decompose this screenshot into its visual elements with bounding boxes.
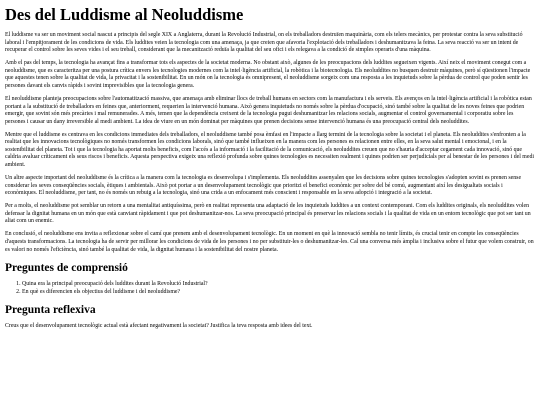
paragraph-1: El luddisme va ser un moviment social nascut a principis del segle XIX a Anglaterra, durant la Revolució Industrial, on els treballadors destruïen maquinària, com els telers mecànics, per protestar contra la seva substitució laboral i l'empitjorament de les condicions de vida. Els luddites veien la tecnologia com una amenaça, ja que creien que afavoria l'explotació dels treballadors i deshumanitzava la feina. La seva reacció va ser un intent de recuperar el control sobre les seves vides i el seu treball, considerant que la mecanització reduïa la qualitat del seu ofici i els relegava a la condició de simples operaris d'una màquina. — [5, 32, 523, 54]
paragraph-3: El neoluddisme planteja preocupacions sobre l'automatització massiva, que amenaça amb eliminar llocs de treball humans en sectors com la manufactura i els serveis. Els avenços en la intel·ligència artificial i la robòtica estan portant a la substitució de treballadors en feines que, anteriorment, requerien la intervenció humana. Això genera inquietuds no només sobre la pèrdua d'ocupació, sinó també sobre la qualitat de les noves feines que podrien emergir, que sovint són més precàries i mal remunerades. A més, temen que la dependència creixent de la tecnologia pugui deshumanitzar les relacions socials, augmentar el control governamental i corporatiu sobre les persones i causar un dany irreversible al medi ambient. La idea de viure en un món dominat per màquines que prenen decisions sense intervenció humana és una preocupació central dels neoluddites. — [5, 95, 532, 125]
reflection-heading: Pregunta reflexiva — [5, 304, 96, 317]
questions-list — [5, 281, 535, 296]
paragraph-5: Un altre aspecte important del neoluddisme és la crítica a la manera com la tecnologia es desenvolupa i s'implementa. Els neoluddites assenyalen que les decisions sobre quines tecnologies s'adopten sovint es prenen sense considerar les seves conseqüències socials, ètiques i ambientals. Això pot portar a un desenvolupament tecnològic que prioritzi el benefici econòmic per sobre del bé comú, augmentant així les desigualtats socials i econòmiques. El neoluddisme, per tant, no és només un rebuig a la tecnologia, sinó una crida a un enfocament més conscient i responsable en la seva adopció i integració a la societat. — [5, 175, 522, 197]
question-item-1: 1. Quina era la principal preocupació dels luddites durant la Revolució Industrial? — [22, 281, 535, 289]
page-title: Des del Luddisme al Neoluddisme — [5, 5, 244, 24]
document-page — [0, 6, 540, 331]
paragraph-4: Mentre que el luddisme es centrava en les condicions immediates dels treballadors, el neoluddisme també posa èmfasi en l'impacte a llarg termini de la tecnologia sobre la societat i el planeta. Els neoluddites s'enfronten a la realitat que les innovacions tecnològiques no només transformen les condicions laborals, sinó que també influeixen en la manera com les persones es relacionen entre elles, en la seva salut mental i emocional, i en la sostenibilitat del planeta. Tot i que la tecnologia ha aportat molts beneficis, com l'accés a la informació i la facilitació de la comunicació, els neoluddites creuen que no s'hauria d'acceptar cegament cada innovació, sinó que caldria avaluar críticament els seus riscos i beneficis. Aquesta perspectiva exigeix una reflexió profunda sobre quines tecnologies es necessiten realment i quines podrien ser perjudicials per al benestar de les persones i del medi ambient. — [5, 131, 534, 169]
reflection-text: Creus que el desenvolupament tecnològic actual està afectant negativament la societat? Justifica la teva resposta amb idees del text. — [5, 323, 313, 330]
paragraph-7: En conclusió, el neoluddisme ens invita a reflexionar sobre el camí que prenem amb el desenvolupament tecnològic. En un moment en què la innovació sembla no tenir límits, és crucial tenir en compte les conseqüències d'aquests transformacions. La tecnologia ha de servir per millorar les condicions de vida de les persones i no per substituir-les o deshumanitzar-les. Cal una conversa més àmplia i inclusiva sobre el futur que volem construir, on es valori no només l'eficiència, sinó també la qualitat de vida, la dignitat humana i la sostenibilitat del nostre planeta. — [5, 231, 534, 253]
paragraph-2: Amb el pas del temps, la tecnologia ha avançat fins a transformar tots els aspectes de la societat moderna. No obstant això, algunes de les preocupacions dels luddites segueixen vigents. Així neix el moviment conegut com a neoluddisme, que es caracteritza per una postura crítica envers les tecnologies modernes com la intel·ligència artificial, la robòtica i la biotecnologia. Els neoluddites no busquen destruir màquines, però sí qüestionen l'impacte que aquestes tenen sobre la qualitat de vida, la privacitat i la sostenibilitat. En un món on la tecnologia és omnipresent, el neoluddisme sorgeix com una resposta a les inquietuds sobre la pèrdua de control que poden sentir les persones davant els canvis ràpids i sovint imprevisibles que la tecnologia genera. — [5, 60, 531, 89]
questions-heading: Preguntes de comprensió — [5, 262, 128, 275]
question-item-2: 2. En què es diferencien els objectius del luddisme i del neoluddisme? — [22, 289, 535, 297]
paragraph-6: Per a molts, el neoluddisme pot semblar un retorn a una mentalitat antiquíssima, però en realitat representa una adaptació de les inquietuds luddites a un context contemporani. Com els luddites originals, els neoluddites volen defensar la dignitat humana en un món que està canviant ràpidament i que pot deshumanitzar-nos. La seva preocupació principal és preservar les relacions socials i la qualitat de vida en un entorn tecnològic que pot ser tant un aliat com un enemic. — [5, 203, 531, 225]
